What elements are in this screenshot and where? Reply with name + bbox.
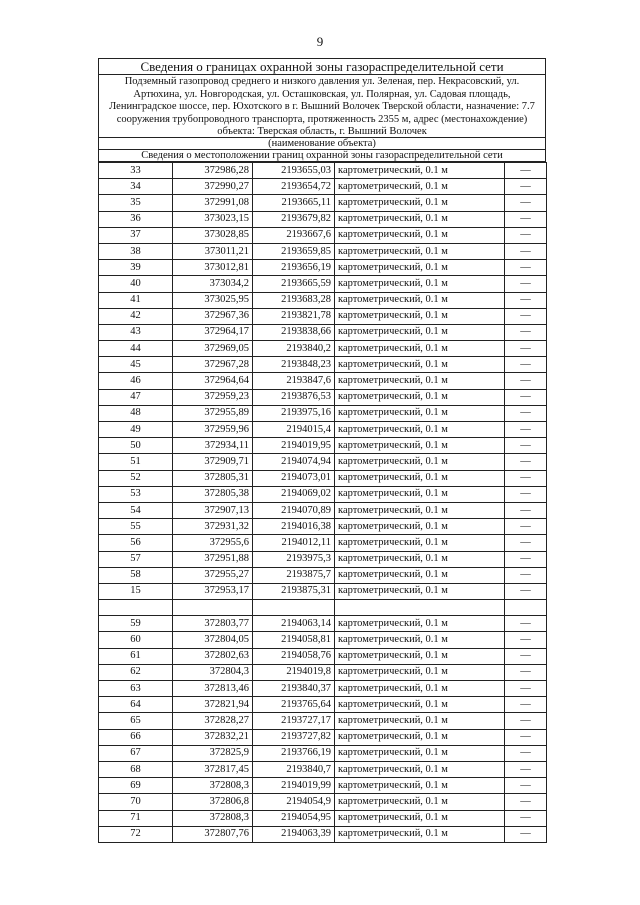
notes-cell: — [505, 648, 547, 664]
notes-cell: — [505, 422, 547, 438]
point-number-cell: 71 [99, 810, 173, 826]
method-cell: картометрический, 0.1 м [335, 810, 505, 826]
x-coordinate-cell: 373012,81 [173, 260, 253, 276]
notes-cell: — [505, 761, 547, 777]
y-coordinate-cell: 2193821,78 [253, 308, 335, 324]
method-cell: картометрический, 0.1 м [335, 486, 505, 502]
notes-cell: — [505, 308, 547, 324]
table-row [99, 535, 547, 551]
x-coordinate-cell: 372953,17 [173, 583, 253, 599]
table-row [99, 243, 547, 259]
x-coordinate-cell: 372969,05 [173, 341, 253, 357]
table-row [99, 341, 547, 357]
method-cell: картометрический, 0.1 м [335, 470, 505, 486]
method-cell: картометрический, 0.1 м [335, 502, 505, 518]
y-coordinate-cell: 2194019,8 [253, 664, 335, 680]
y-coordinate-cell: 2193654,72 [253, 179, 335, 195]
method-cell: картометрический, 0.1 м [335, 308, 505, 324]
y-coordinate-cell: 2193840,37 [253, 681, 335, 697]
method-cell: картометрический, 0.1 м [335, 616, 505, 632]
x-coordinate-cell: 372907,13 [173, 502, 253, 518]
object-name-caption: (наименование объекта) [99, 138, 545, 150]
table-row [99, 583, 547, 599]
method-cell: картометрический, 0.1 м [335, 324, 505, 340]
method-cell: картометрический, 0.1 м [335, 664, 505, 680]
method-cell: картометрический, 0.1 м [335, 276, 505, 292]
notes-cell: — [505, 535, 547, 551]
y-coordinate-cell: 2194019,99 [253, 778, 335, 794]
y-coordinate-cell: 2194058,76 [253, 648, 335, 664]
method-cell: картометрический, 0.1 м [335, 405, 505, 421]
notes-cell: — [505, 810, 547, 826]
table-row [99, 713, 547, 729]
table-row [99, 681, 547, 697]
table-row [99, 551, 547, 567]
y-coordinate-cell: 2193727,17 [253, 713, 335, 729]
y-coordinate-cell: 2194074,94 [253, 454, 335, 470]
table-row [99, 324, 547, 340]
point-number-cell: 56 [99, 535, 173, 551]
point-number-cell: 63 [99, 681, 173, 697]
point-number-cell: 69 [99, 778, 173, 794]
point-number-cell: 44 [99, 341, 173, 357]
notes-cell: — [505, 502, 547, 518]
page-number: 9 [316, 34, 324, 49]
notes-cell: — [505, 826, 547, 842]
document-title: Сведения о границах охранной зоны газораспределительной сети [99, 59, 545, 75]
coordinates-table-body [99, 163, 547, 843]
empty-cell [99, 600, 173, 616]
method-cell: картометрический, 0.1 м [335, 632, 505, 648]
y-coordinate-cell: 2194012,11 [253, 535, 335, 551]
notes-cell: — [505, 179, 547, 195]
x-coordinate-cell: 373025,95 [173, 292, 253, 308]
y-coordinate-cell: 2194069,02 [253, 486, 335, 502]
method-cell: картометрический, 0.1 м [335, 794, 505, 810]
x-coordinate-cell: 372964,17 [173, 324, 253, 340]
table-row [99, 405, 547, 421]
table-row [99, 276, 547, 292]
x-coordinate-cell: 372909,71 [173, 454, 253, 470]
y-coordinate-cell: 2194063,39 [253, 826, 335, 842]
notes-cell: — [505, 616, 547, 632]
y-coordinate-cell: 2193876,53 [253, 389, 335, 405]
y-coordinate-cell: 2193975,16 [253, 405, 335, 421]
table-row [99, 697, 547, 713]
method-cell: картометрический, 0.1 м [335, 341, 505, 357]
y-coordinate-cell: 2193838,66 [253, 324, 335, 340]
notes-cell: — [505, 583, 547, 599]
y-coordinate-cell: 2194054,95 [253, 810, 335, 826]
notes-cell: — [505, 567, 547, 583]
notes-cell: — [505, 551, 547, 567]
x-coordinate-cell: 372955,27 [173, 567, 253, 583]
method-cell: картометрический, 0.1 м [335, 713, 505, 729]
x-coordinate-cell: 372806,8 [173, 794, 253, 810]
method-cell: картометрический, 0.1 м [335, 567, 505, 583]
x-coordinate-cell: 373011,21 [173, 243, 253, 259]
x-coordinate-cell: 372832,21 [173, 729, 253, 745]
table-row [99, 179, 547, 195]
empty-cell [253, 600, 335, 616]
notes-cell: — [505, 697, 547, 713]
method-cell: картометрический, 0.1 м [335, 163, 505, 179]
point-number-cell: 55 [99, 519, 173, 535]
notes-cell: — [505, 324, 547, 340]
method-cell: картометрический, 0.1 м [335, 535, 505, 551]
x-coordinate-cell: 372951,88 [173, 551, 253, 567]
method-cell: картометрический, 0.1 м [335, 583, 505, 599]
table-row [99, 227, 547, 243]
notes-cell: — [505, 470, 547, 486]
x-coordinate-cell: 372955,89 [173, 405, 253, 421]
method-cell: картометрический, 0.1 м [335, 243, 505, 259]
point-number-cell: 68 [99, 761, 173, 777]
x-coordinate-cell: 372805,31 [173, 470, 253, 486]
notes-cell: — [505, 357, 547, 373]
table-row [99, 163, 547, 179]
x-coordinate-cell: 372803,77 [173, 616, 253, 632]
notes-cell: — [505, 713, 547, 729]
y-coordinate-cell: 2193665,11 [253, 195, 335, 211]
x-coordinate-cell: 372955,6 [173, 535, 253, 551]
table-row [99, 357, 547, 373]
table-row [99, 373, 547, 389]
table-row [99, 389, 547, 405]
x-coordinate-cell: 373028,85 [173, 227, 253, 243]
y-coordinate-cell: 2193847,6 [253, 373, 335, 389]
method-cell: картометрический, 0.1 м [335, 745, 505, 761]
table-row [99, 422, 547, 438]
point-number-cell: 70 [99, 794, 173, 810]
point-number-cell: 50 [99, 438, 173, 454]
point-number-cell: 72 [99, 826, 173, 842]
y-coordinate-cell: 2193683,28 [253, 292, 335, 308]
notes-cell: — [505, 519, 547, 535]
notes-cell: — [505, 373, 547, 389]
notes-cell: — [505, 438, 547, 454]
method-cell: картометрический, 0.1 м [335, 389, 505, 405]
y-coordinate-cell: 2193659,85 [253, 243, 335, 259]
x-coordinate-cell: 372821,94 [173, 697, 253, 713]
point-number-cell: 48 [99, 405, 173, 421]
table-row [99, 519, 547, 535]
method-cell: картометрический, 0.1 м [335, 826, 505, 842]
notes-cell: — [505, 260, 547, 276]
notes-cell: — [505, 794, 547, 810]
x-coordinate-cell: 372825,9 [173, 745, 253, 761]
x-coordinate-cell: 372967,28 [173, 357, 253, 373]
x-coordinate-cell: 372817,45 [173, 761, 253, 777]
point-number-cell: 67 [99, 745, 173, 761]
table-row [99, 778, 547, 794]
point-number-cell: 52 [99, 470, 173, 486]
method-cell: картометрический, 0.1 м [335, 729, 505, 745]
table-row [99, 470, 547, 486]
table-row [99, 454, 547, 470]
method-cell: картометрический, 0.1 м [335, 681, 505, 697]
x-coordinate-cell: 372802,63 [173, 648, 253, 664]
x-coordinate-cell: 372986,28 [173, 163, 253, 179]
notes-cell: — [505, 681, 547, 697]
table-row [99, 826, 547, 842]
y-coordinate-cell: 2194058,81 [253, 632, 335, 648]
coordinates-table [98, 162, 547, 843]
table-row [99, 616, 547, 632]
y-coordinate-cell: 2193727,82 [253, 729, 335, 745]
y-coordinate-cell: 2194063,14 [253, 616, 335, 632]
method-cell: картометрический, 0.1 м [335, 519, 505, 535]
table-spacer-row [99, 600, 547, 616]
point-number-cell: 59 [99, 616, 173, 632]
method-cell: картометрический, 0.1 м [335, 179, 505, 195]
point-number-cell: 51 [99, 454, 173, 470]
point-number-cell: 34 [99, 179, 173, 195]
table-row [99, 211, 547, 227]
point-number-cell: 42 [99, 308, 173, 324]
y-coordinate-cell: 2194016,38 [253, 519, 335, 535]
y-coordinate-cell: 2193766,19 [253, 745, 335, 761]
x-coordinate-cell: 373023,15 [173, 211, 253, 227]
point-number-cell: 64 [99, 697, 173, 713]
y-coordinate-cell: 2193655,03 [253, 163, 335, 179]
empty-cell [505, 600, 547, 616]
table-row [99, 486, 547, 502]
point-number-cell: 61 [99, 648, 173, 664]
x-coordinate-cell: 372808,3 [173, 778, 253, 794]
method-cell: картометрический, 0.1 м [335, 648, 505, 664]
x-coordinate-cell: 372804,3 [173, 664, 253, 680]
x-coordinate-cell: 372991,08 [173, 195, 253, 211]
table-row [99, 664, 547, 680]
notes-cell: — [505, 195, 547, 211]
table-row [99, 195, 547, 211]
method-cell: картометрический, 0.1 м [335, 697, 505, 713]
y-coordinate-cell: 2193875,7 [253, 567, 335, 583]
x-coordinate-cell: 372934,11 [173, 438, 253, 454]
notes-cell: — [505, 664, 547, 680]
method-cell: картометрический, 0.1 м [335, 227, 505, 243]
notes-cell: — [505, 405, 547, 421]
point-number-cell: 60 [99, 632, 173, 648]
notes-cell: — [505, 778, 547, 794]
object-description: Подземный газопровод среднего и низкого давления ул. Зеленая, пер. Некрасовский, ул. Артюхина, ул. Новгородская, ул. Осташковская, ул. Полярная, ул. Садовая площадь, Ленинградское шоссе, пер. Юхотского в г. Вышний Волочек Тверской области, назначение: 7.7 сооружения трубопроводного транспорта, протяженность 2355 м, адрес (местонахождение) объекта: Тверская область, г. Вышний Волочек [99, 75, 545, 138]
point-number-cell: 47 [99, 389, 173, 405]
table-row [99, 648, 547, 664]
point-number-cell: 33 [99, 163, 173, 179]
x-coordinate-cell: 373034,2 [173, 276, 253, 292]
point-number-cell: 38 [99, 243, 173, 259]
protection-zone-sheet [98, 58, 546, 843]
point-number-cell: 58 [99, 567, 173, 583]
point-number-cell: 41 [99, 292, 173, 308]
y-coordinate-cell: 2193840,2 [253, 341, 335, 357]
y-coordinate-cell: 2193765,64 [253, 697, 335, 713]
notes-cell: — [505, 745, 547, 761]
y-coordinate-cell: 2194015,4 [253, 422, 335, 438]
point-number-cell: 54 [99, 502, 173, 518]
notes-cell: — [505, 632, 547, 648]
y-coordinate-cell: 2194070,89 [253, 502, 335, 518]
y-coordinate-cell: 2194054,9 [253, 794, 335, 810]
x-coordinate-cell: 372931,32 [173, 519, 253, 535]
method-cell: картометрический, 0.1 м [335, 778, 505, 794]
y-coordinate-cell: 2193665,59 [253, 276, 335, 292]
point-number-cell: 62 [99, 664, 173, 680]
method-cell: картометрический, 0.1 м [335, 357, 505, 373]
method-cell: картометрический, 0.1 м [335, 211, 505, 227]
empty-cell [335, 600, 505, 616]
table-row [99, 260, 547, 276]
table-row [99, 745, 547, 761]
method-cell: картометрический, 0.1 м [335, 551, 505, 567]
notes-cell: — [505, 276, 547, 292]
method-cell: картометрический, 0.1 м [335, 292, 505, 308]
point-number-cell: 39 [99, 260, 173, 276]
table-row [99, 729, 547, 745]
point-number-cell: 40 [99, 276, 173, 292]
y-coordinate-cell: 2193875,31 [253, 583, 335, 599]
table-row [99, 308, 547, 324]
notes-cell: — [505, 163, 547, 179]
point-number-cell: 45 [99, 357, 173, 373]
method-cell: картометрический, 0.1 м [335, 373, 505, 389]
x-coordinate-cell: 372807,76 [173, 826, 253, 842]
point-number-cell: 53 [99, 486, 173, 502]
table-row [99, 810, 547, 826]
point-number-cell: 66 [99, 729, 173, 745]
header-box [98, 58, 546, 162]
notes-cell: — [505, 389, 547, 405]
point-number-cell: 36 [99, 211, 173, 227]
x-coordinate-cell: 372813,46 [173, 681, 253, 697]
x-coordinate-cell: 372804,05 [173, 632, 253, 648]
method-cell: картометрический, 0.1 м [335, 195, 505, 211]
table-row [99, 502, 547, 518]
notes-cell: — [505, 341, 547, 357]
notes-cell: — [505, 729, 547, 745]
table-row [99, 438, 547, 454]
x-coordinate-cell: 372959,96 [173, 422, 253, 438]
y-coordinate-cell: 2193679,82 [253, 211, 335, 227]
method-cell: картометрический, 0.1 м [335, 761, 505, 777]
x-coordinate-cell: 372808,3 [173, 810, 253, 826]
x-coordinate-cell: 372805,38 [173, 486, 253, 502]
notes-cell: — [505, 243, 547, 259]
table-row [99, 292, 547, 308]
y-coordinate-cell: 2193848,23 [253, 357, 335, 373]
method-cell: картометрический, 0.1 м [335, 260, 505, 276]
x-coordinate-cell: 372959,23 [173, 389, 253, 405]
point-number-cell: 35 [99, 195, 173, 211]
y-coordinate-cell: 2194019,95 [253, 438, 335, 454]
y-coordinate-cell: 2193667,6 [253, 227, 335, 243]
y-coordinate-cell: 2193840,7 [253, 761, 335, 777]
point-number-cell: 46 [99, 373, 173, 389]
table-row [99, 567, 547, 583]
method-cell: картометрический, 0.1 м [335, 422, 505, 438]
point-number-cell: 57 [99, 551, 173, 567]
method-cell: картометрический, 0.1 м [335, 438, 505, 454]
notes-cell: — [505, 486, 547, 502]
x-coordinate-cell: 372990,27 [173, 179, 253, 195]
point-number-cell: 15 [99, 583, 173, 599]
x-coordinate-cell: 372828,27 [173, 713, 253, 729]
notes-cell: — [505, 227, 547, 243]
table-row [99, 632, 547, 648]
notes-cell: — [505, 292, 547, 308]
method-cell: картометрический, 0.1 м [335, 454, 505, 470]
point-number-cell: 43 [99, 324, 173, 340]
point-number-cell: 65 [99, 713, 173, 729]
notes-cell: — [505, 454, 547, 470]
y-coordinate-cell: 2194073,01 [253, 470, 335, 486]
notes-cell: — [505, 211, 547, 227]
y-coordinate-cell: 2193975,3 [253, 551, 335, 567]
table-row [99, 794, 547, 810]
x-coordinate-cell: 372967,36 [173, 308, 253, 324]
location-caption: Сведения о местоположении границ охранной зоны газораспределительной сети [99, 150, 545, 162]
point-number-cell: 49 [99, 422, 173, 438]
empty-cell [173, 600, 253, 616]
table-row [99, 761, 547, 777]
point-number-cell: 37 [99, 227, 173, 243]
y-coordinate-cell: 2193656,19 [253, 260, 335, 276]
x-coordinate-cell: 372964,64 [173, 373, 253, 389]
